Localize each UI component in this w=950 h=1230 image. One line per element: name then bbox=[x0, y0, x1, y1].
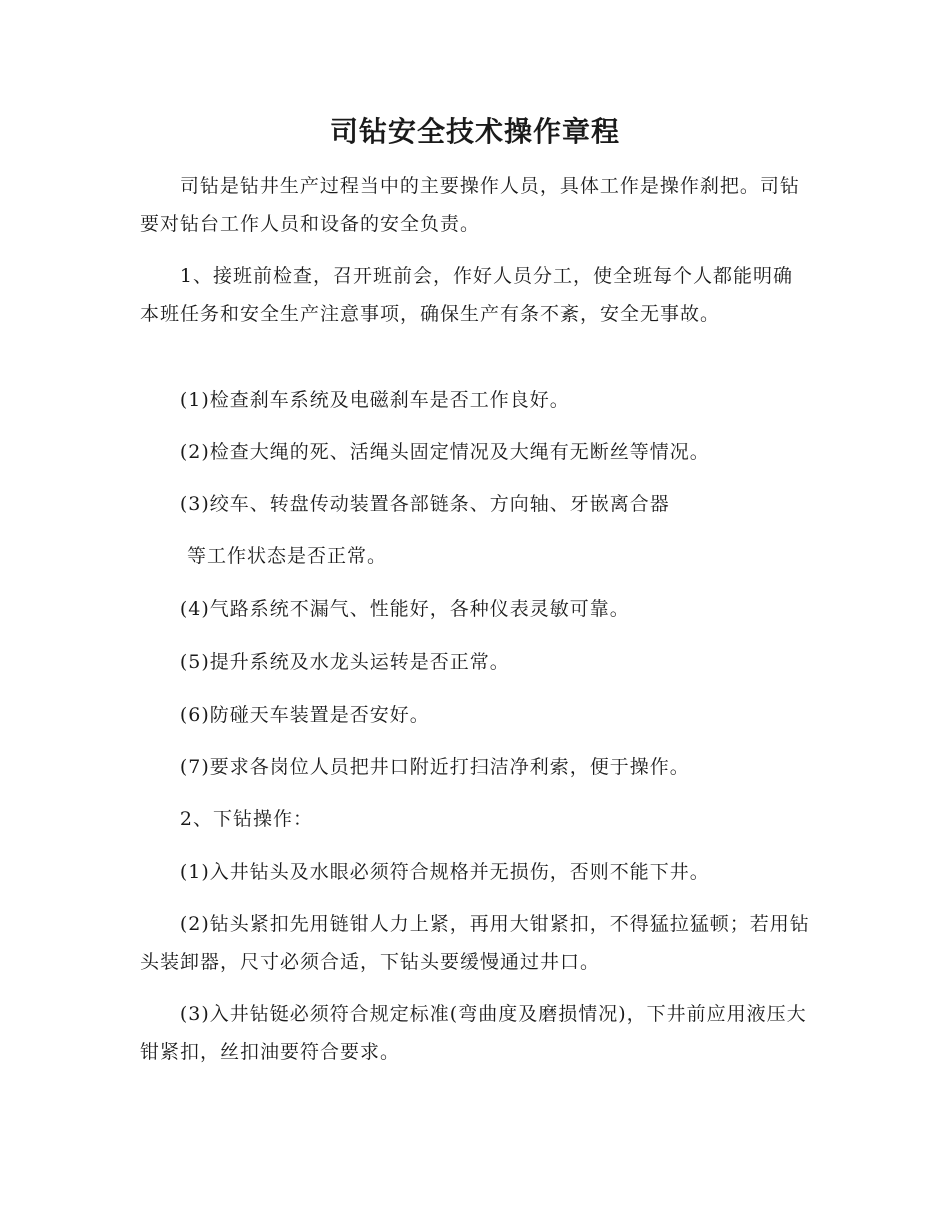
item-1-6-paragraph: (6)防碰天车装置是否安好。 bbox=[179, 704, 430, 726]
item-1-3-paragraph: (3)绞车、转盘传动装置各部链条、方向轴、牙嵌离合器 bbox=[179, 493, 670, 515]
item-2-2-paragraph: (2)钻头紧扣先用链钳人力上紧，再用大钳紧扣，不得猛拉猛顿；若用钻头装卸器，尺寸必须合适，下钻头要缓慢通过井口。 bbox=[140, 913, 810, 973]
section-2-heading: 2、下钻操作： bbox=[179, 808, 313, 830]
item-2-1-paragraph: (1)入井钻头及水眼必须符合规格并无损伤，否则不能下井。 bbox=[179, 861, 710, 883]
item-1-3-continued-paragraph: 等工作状态是否正常。 bbox=[187, 545, 388, 567]
item-1-5-paragraph: (5)提升系统及水龙头运转是否正常。 bbox=[179, 651, 510, 673]
item-1-4-paragraph: (4)气路系统不漏气、性能好，各种仪表灵敏可靠。 bbox=[179, 598, 630, 620]
item-1-2-paragraph: (2)检查大绳的死、活绳头固定情况及大绳有无断丝等情况。 bbox=[179, 441, 710, 463]
item-1-7-paragraph: (7)要求各岗位人员把井口附近打扫洁净利索，便于操作。 bbox=[179, 756, 690, 778]
item-1-1-paragraph: (1)检查刹车系统及电磁刹车是否工作良好。 bbox=[179, 389, 570, 411]
intro-paragraph: 司钻是钻井生产过程当中的主要操作人员，具体工作是操作刹把。司钻要对钻台工作人员和设备的安全负责。 bbox=[140, 175, 800, 235]
item-2-3-paragraph: (3)入井钻铤必须符合规定标准(弯曲度及磨损情况)，下井前应用液压大钳紧扣，丝扣油要符合要求。 bbox=[140, 1003, 807, 1063]
document-title: 司钻安全技术操作章程 bbox=[329, 115, 620, 148]
section-1-paragraph: 1、接班前检查，召开班前会，作好人员分工，使全班每个人都能明确本班任务和安全生产注意事项，确保生产有条不紊，安全无事故。 bbox=[140, 265, 793, 325]
